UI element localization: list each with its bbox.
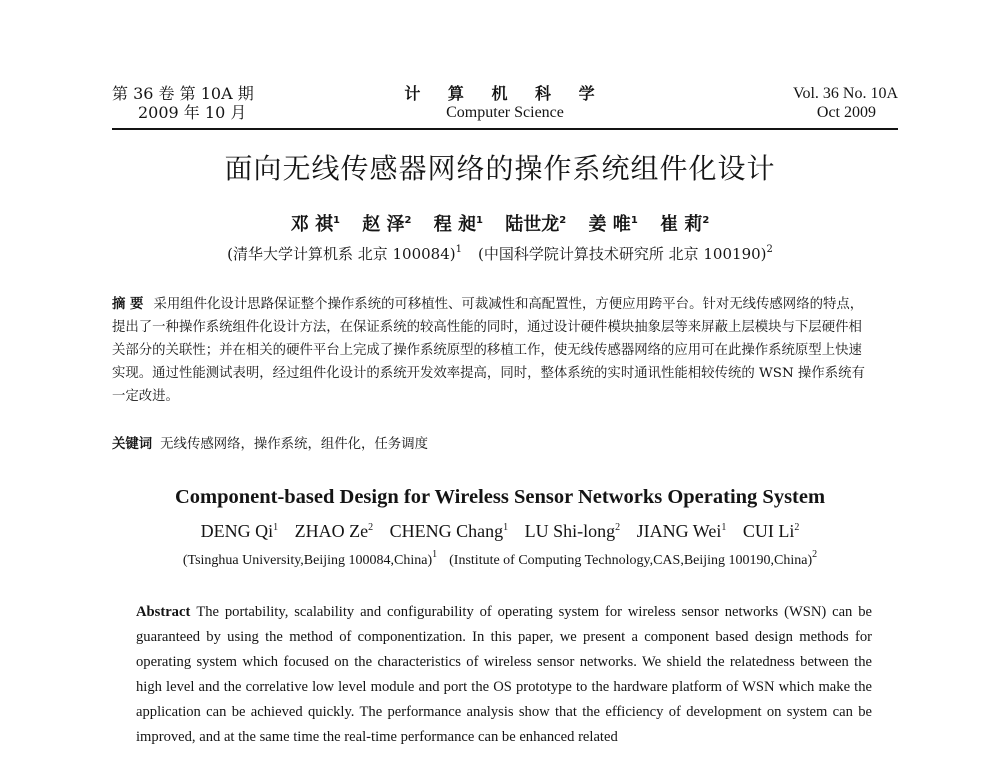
author-cn: 程 昶$^1$ [433,214,483,235]
author-cn: 陆世龙$^2$ [505,214,567,235]
paper-title-cn: 面向无线传感器网络的操作系统组件化设计 [224,152,776,185]
author-cn: 邓 祺$^1$ [290,214,340,235]
journal-header [112,84,898,130]
header-journal-en: Computer Science [446,104,564,121]
affiliation-en: (Tsinghua University,Beijing 100084,China)$^1$ [182,549,438,568]
header-vol-en: Vol. 36 No. 10A [792,85,898,102]
keywords-cn-label: 关键词 [112,437,153,452]
header-vol-block [793,84,898,122]
header-journal-cn: 计 算 机 科 学 [404,84,606,103]
affiliations-en [0,549,1000,569]
abstract-en-text: The portability, scalability and configurability of operating system for wireless sensor networks (WSN) can be guaranteed by using the method of componentization. In this paper, we present a component based design methods for operating system which focused on the characteristics of wireless sensor networks. We shield the relatedness between the high level and the correlative low level module and port the OS prototype to the hardware platform of WSN which make the application can be achieved quickly. The performance analysis show that the efficiency of development on system can be improved, and at the same time the real-time performance can be enhanced related [136,604,872,745]
affiliation-en: (Institute of Computing Technology,CAS,Beijing 100190,China)$^2$ [449,549,818,568]
affiliations-cn [0,243,1000,264]
affiliation-cn: (清华大学计算机系 北京 100084)$^1$ [227,244,462,263]
author-en: JIANG Wei$^1$ [636,521,727,541]
author-cn: 崔 莉$^2$ [660,214,710,235]
abstract-cn-label: 摘 要 [112,297,144,312]
header-volume-issue: 第 36 卷 第 10A 期 [112,84,254,103]
keywords-cn-text: 无线传感网络，操作系统，组件化，任务调度 [160,437,428,452]
author-en: LU Shi-long$^2$ [524,521,621,541]
abstract-en-label: Abstract [136,604,191,620]
abstract-cn-text: 采用组件化设计思路保证整个操作系统的可移植性、可裁减性和高配置性，方便应用跨平台。针对无线传感网络的特点，提出了一种操作系统组件化设计方法，在保证系统的较高性能的同时，通过设计硬件模块抽象层等来屏蔽上层模块与下层硬件相关部分的关联性；并在相关的硬件平台上完成了操作系统原型的移植工作，使无线传感器网络的应用可在此操作系统原型上快速实现。通过性能测试表明，经过组件化设计的系统开发效率提高，同时，整体系统的实时通讯性能相较传统的 WSN 操作系统有一定改进。 [112,297,865,404]
affiliation-cn: (中国科学院计算技术研究所 北京 100190)$^2$ [478,244,773,263]
author-en: ZHAO Ze$^2$ [294,521,374,541]
author-en: CHENG Chang$^1$ [389,521,509,541]
author-en: DENG Qi$^1$ [200,521,279,541]
authors-en [0,521,1000,542]
header-journal-block [112,84,898,122]
keywords-cn [112,435,874,455]
header-date-cn: 2009 年 10 月 [138,103,247,122]
author-cn: 赵 泽$^2$ [362,214,412,235]
header-rule [112,128,898,130]
abstract-en [136,600,872,750]
paper-title-en: Component-based Design for Wireless Sensor Networks Operating System [174,486,826,508]
authors-cn [0,210,1000,236]
author-en: CUI Li$^2$ [742,521,800,541]
abstract-cn [112,293,874,408]
header-date-en: Oct 2009 [816,104,876,121]
author-cn: 姜 唯$^1$ [588,214,638,235]
